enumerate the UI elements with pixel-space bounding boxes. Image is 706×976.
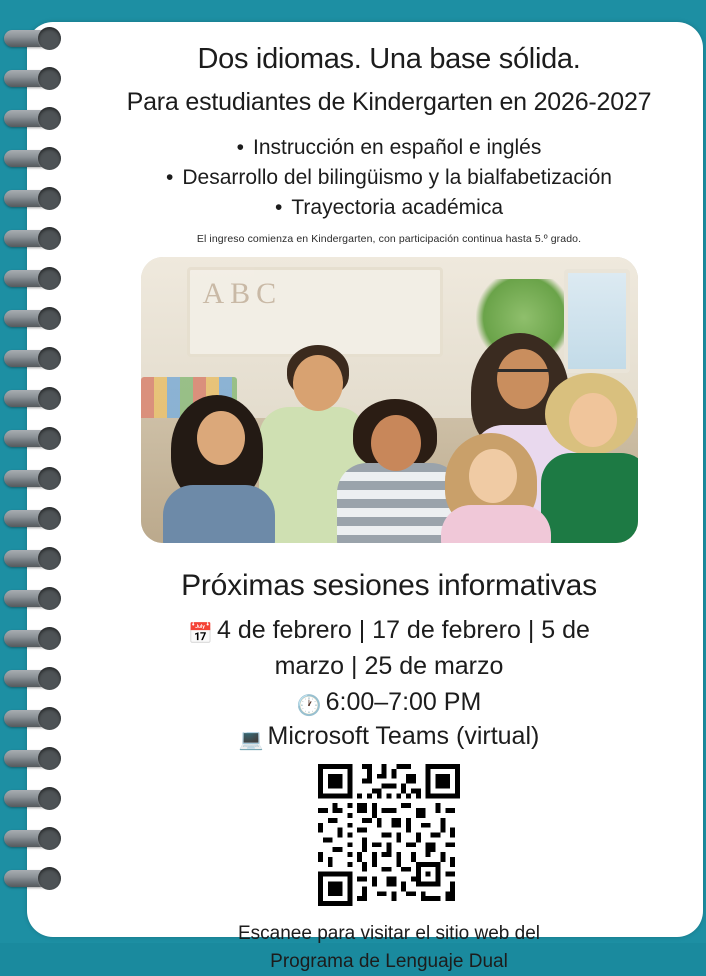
qr-code-image[interactable] [318,764,460,906]
poster-headline: Dos idiomas. Una base sólida. [197,43,581,75]
qr-caption-line1: Escanee para visitar el sitio web del [237,923,541,945]
poster-content [72,0,706,972]
session-platform [72,722,706,752]
session-platform-text: Microsoft Teams (virtual) [267,722,540,751]
list-item: • Desarrollo del bilingüismo y la bialfabetización [72,163,706,193]
spiral-binding [0,0,72,943]
list-item: • Instrucción en español e inglés [72,133,706,163]
benefits-list [72,133,706,222]
list-item: • Trayectoria académica [72,193,706,223]
laptop-icon: 💻 [238,729,264,752]
calendar-icon: 📅 [188,623,213,646]
qr-code[interactable] [318,764,460,906]
session-time-text: 6:00–7:00 PM [325,688,482,717]
qr-caption [179,920,599,975]
poster-subheadline: Para estudiantes de Kindergarten en 2026-2027 [126,88,652,116]
qr-caption-line2: Programa de Lenguaje Dual [270,950,508,972]
fineprint-note: El ingreso comienza en Kindergarten, con participación continua hasta 5.º grado. [196,233,582,246]
session-time [72,688,706,718]
sessions-title: Próximas sesiones informativas [181,569,597,603]
classroom-photo: ABC [141,257,638,543]
session-dates-text: 4 de febrero | 17 de febrero | 5 de marzo | 25 de marzo [216,616,590,680]
session-dates [169,613,609,684]
clock-icon: 🕐 [296,695,322,718]
